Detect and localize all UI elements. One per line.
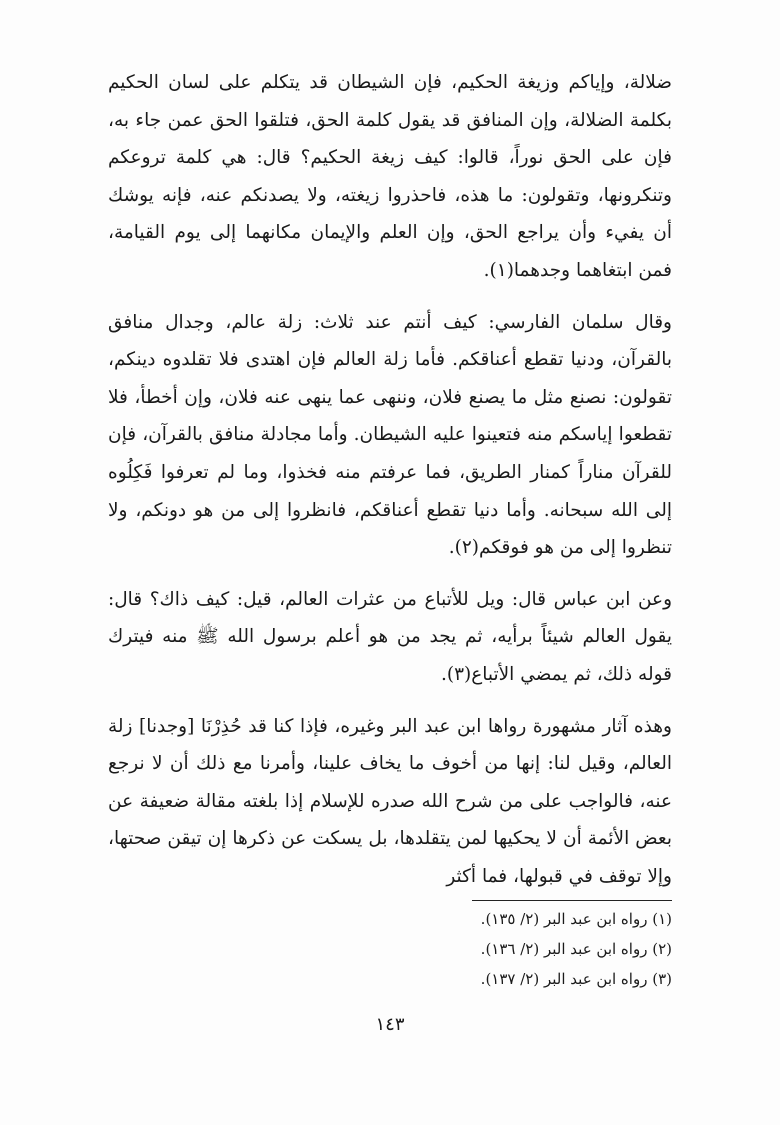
footnotes <box>108 904 672 994</box>
footnote-3: (٣) رواه ابن عبد البر (٢/ ١٣٧). <box>480 970 672 988</box>
page-number: ١٤٣ <box>375 1014 405 1035</box>
footnote-2: (٢) رواه ابن عبد البر (٢/ ١٣٦). <box>480 940 672 958</box>
paragraph-1: ضلالة، وإياكم وزيغة الحكيم، فإن الشيطان قد يتكلم على لسان الحكيم بكلمة الضلالة، وإن المنافق قد يقول كلمة الحق، فتلقوا الحق عمن جاء به، فإن على الحق نوراً، قالوا: كيف زيغة الحكيم؟ قال: هي كلمة تروعكم وتنكرونها، وتقولون: ما هذه، فاحذروا زيغته، ولا يصدنكم عنه، فإنه يوشك أن يفيء وأن يراجع الحق، وإن العلم والإيمان مكانهما إلى يوم القيامة، فمن ابتغاهما وجدهما(١). <box>108 72 672 281</box>
footnote-separator <box>472 900 672 901</box>
main-text <box>108 64 672 909</box>
paragraph-3: وعن ابن عباس قال: ويل للأتباع من عثرات العالم، قيل: كيف ذاك؟ قال: يقول العالم شيئاً برأيه، ثم يجد من هو أعلم برسول الله ﷺ منه فيترك قوله ذلك، ثم يمضي الأتباع(٣). <box>108 588 672 685</box>
footnote-1: (١) رواه ابن عبد البر (٢/ ١٣٥). <box>480 910 672 928</box>
paragraph-4: وهذه آثار مشهورة رواها ابن عبد البر وغيره، فإذا كنا قد حُذِرْنَا [وجدنا] زلة العالم، وقيل لنا: إنها من أخوف ما يخاف علينا، وأمرنا مع ذلك أن لا نرجع عنه، فالواجب على من شرح الله صدره للإسلام إذا بلغته مقالة ضعيفة عن بعض الأئمة أن لا يحكيها لمن يتقلدها، بل يسكت عن ذكرها إن تيقن صحتها، وإلا توقف في قبولها، فما أكثر <box>108 715 672 887</box>
paragraph-2: وقال سلمان الفارسي: كيف أنتم عند ثلاث: زلة عالم، وجدال منافق بالقرآن، ودنيا تقطع أعناقكم. فأما زلة العالم فإن اهتدى فلا تقلدوه دينكم، تقولون: نصنع مثل ما يصنع فلان، وننهى عما ينهى عنه فلان، وإن أخطأ، فلا تقطعوا إياسكم منه فتعينوا عليه الشيطان. وأما مجادلة منافق بالقرآن، فإن للقرآن مناراً كمنار الطريق، فما عرفتم منه فخذوا، وما لم تعرفوا فَكِلُوه إلى الله سبحانه. وأما دنيا تقطع أعناقكم، فانظروا إلى من هو دونكم، ولا تنظروا إلى من هو فوقكم(٢). <box>108 311 672 559</box>
